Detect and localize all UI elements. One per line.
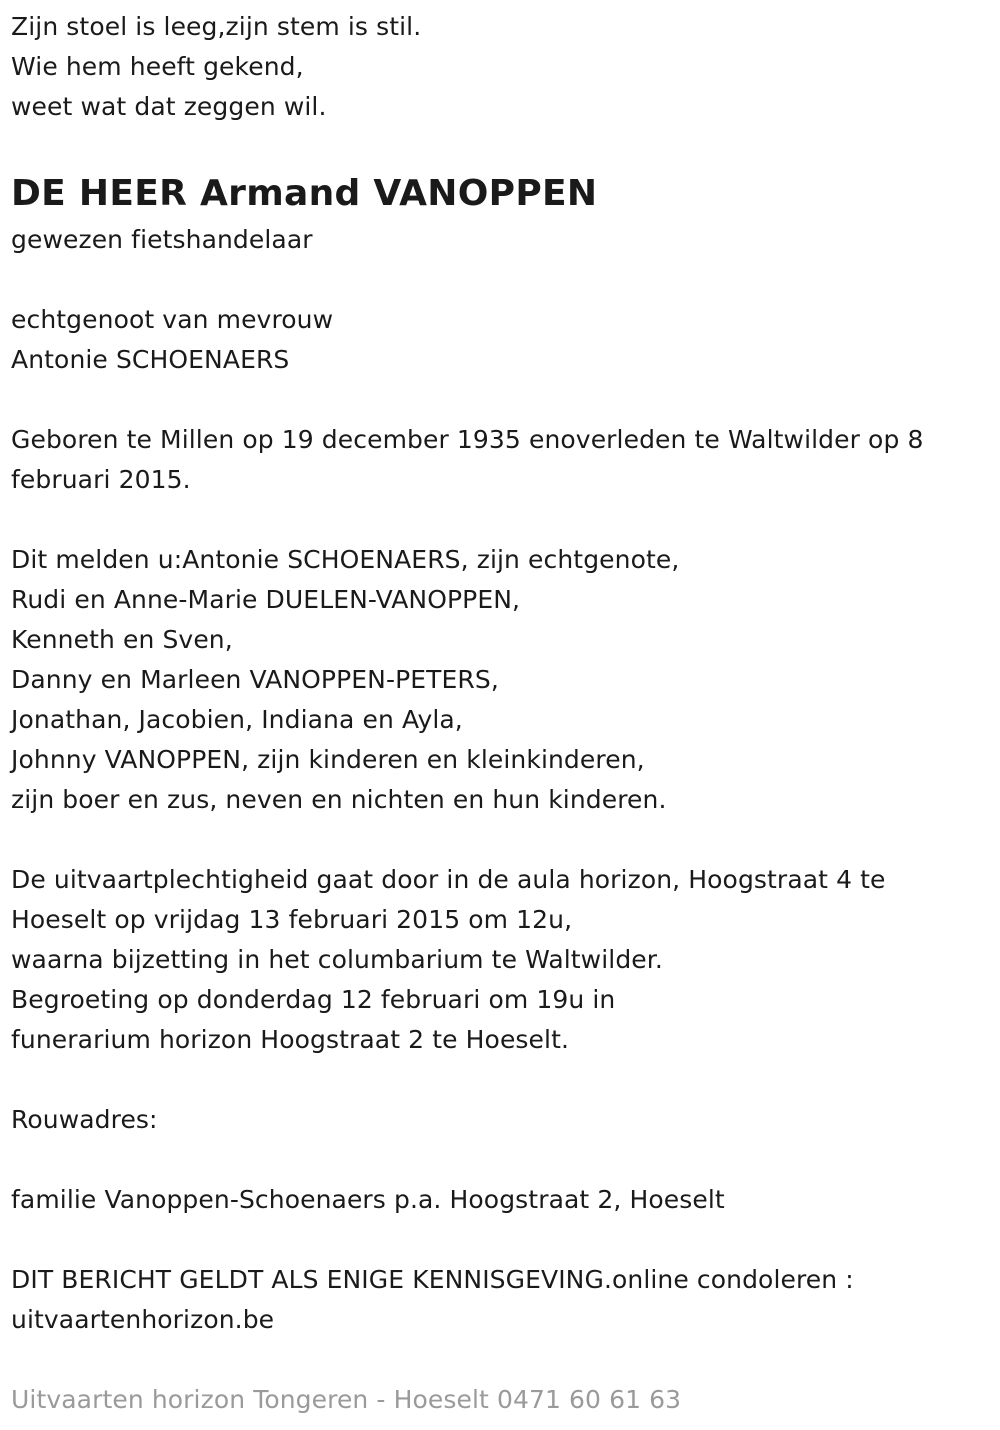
spacer [11, 1340, 986, 1380]
ceremony-section [11, 860, 986, 1060]
spouse-line: Antonie SCHOENAERS [11, 345, 290, 374]
announcers-section [11, 540, 986, 820]
mourning-address-label: Rouwadres: [11, 1105, 158, 1134]
announcer-line: zijn boer en zus, neven en nichten en hun kinderen. [11, 785, 667, 814]
spacer [11, 500, 986, 540]
announcer-line: Jonathan, Jacobien, Indiana en Ayla, [11, 705, 463, 734]
funeral-home-footer: Uitvaarten horizon Tongeren - Hoeselt 0471 60 61 63 [11, 1385, 682, 1414]
announcer-line: Kenneth en Sven, [11, 625, 233, 654]
spacer [11, 260, 986, 300]
notice-line: DIT BERICHT GELDT ALS ENIGE KENNISGEVING.online condoleren : [11, 1265, 854, 1294]
spacer [11, 380, 986, 420]
ceremony-line: funerarium horizon Hoogstraat 2 te Hoeselt. [11, 1025, 570, 1054]
condolence-link[interactable]: uitvaartenhorizon.be [11, 1305, 275, 1334]
deceased-name: DE HEER Armand VANOPPEN [11, 173, 598, 214]
birth-death-line: februari 2015. [11, 465, 191, 494]
announcer-line: Danny en Marleen VANOPPEN-PETERS, [11, 665, 499, 694]
birth-death-section [11, 420, 986, 500]
poem-line: Wie hem heeft gekend, [11, 52, 304, 81]
ceremony-line: De uitvaartplechtigheid gaat door in de aula horizon, Hoogstraat 4 te [11, 865, 886, 894]
spacer [11, 1140, 986, 1180]
poem [11, 7, 986, 127]
occupation: gewezen fietshandelaar [11, 225, 313, 254]
spouse-section [11, 300, 986, 380]
poem-line: weet wat dat zeggen wil. [11, 92, 327, 121]
ceremony-line: Hoeselt op vrijdag 13 februari 2015 om 12u, [11, 905, 573, 934]
spacer [11, 1060, 986, 1100]
spacer [11, 1220, 986, 1260]
announcer-line: Rudi en Anne-Marie DUELEN-VANOPPEN, [11, 585, 521, 614]
death-notice [11, 7, 986, 1420]
spacer [11, 820, 986, 860]
notice-section [11, 1260, 986, 1340]
ceremony-line: Begroeting op donderdag 12 februari om 19u in [11, 985, 616, 1014]
announcer-line: Johnny VANOPPEN, zijn kinderen en kleinkinderen, [11, 745, 645, 774]
ceremony-line: waarna bijzetting in het columbarium te Waltwilder. [11, 945, 663, 974]
birth-death-line: Geboren te Millen op 19 december 1935 enoverleden te Waltwilder op 8 [11, 425, 924, 454]
announcer-line: Dit melden u:Antonie SCHOENAERS, zijn echtgenote, [11, 545, 680, 574]
poem-line: Zijn stoel is leeg,zijn stem is stil. [11, 12, 422, 41]
spouse-line: echtgenoot van mevrouw [11, 305, 334, 334]
mourning-address: familie Vanoppen-Schoenaers p.a. Hoogstraat 2, Hoeselt [11, 1185, 725, 1214]
